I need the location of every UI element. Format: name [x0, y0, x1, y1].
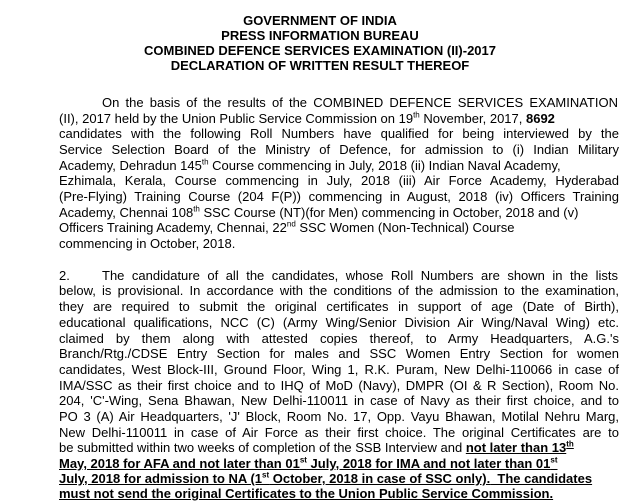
- para1-line: commencing in October, 2018.: [59, 236, 236, 251]
- para1-line: On the basis of the results of the COMBINED DEFENCE SERVICES EXAMINATION: [102, 95, 618, 110]
- para1-line: (II), 2017 held by the Union Public Service Commission on 19th November, 2017, 8692: [59, 110, 555, 126]
- para2-line: IMA/SSC as their first choice and to IHQ of MoD (Navy), DMPR (OI & R Section), Room No.: [59, 378, 619, 393]
- para1-line: Ezhimala, Kerala, Course commencing in July, 2018 (iii) Air Force Academy, Hyderabad: [59, 173, 619, 188]
- para2-line: PO 3 (A) Air Headquarters, 'J' Block, Room No. 17, Opp. Vayu Bhawan, Motilal Nehru Marg,: [59, 409, 619, 424]
- para2-line: 204, 'C'-Wing, Sena Bhawan, New Delhi-110011 in case of Navy as their first choice, and to: [59, 393, 619, 408]
- header-exam: COMBINED DEFENCE SERVICES EXAMINATION (II)-2017: [143, 43, 496, 58]
- para2-line: be submitted within two weeks of completion of the SSB Interview and not later than 13th: [59, 439, 574, 455]
- para1-line: Officers Training Academy, Chennai, 22nd SSC Women (Non-Technical) Course: [59, 219, 515, 235]
- para2-line: educational qualifications, NCC (C) (Army Wing/Senior Division Air Wing/Naval Wing) etc.: [59, 315, 619, 330]
- para2-line: they are required to submit the original certificates in support of age (Date of Birth),: [59, 299, 619, 314]
- para2-line: below, is provisional. In accordance with the conditions of the admission to the examination,: [59, 283, 619, 298]
- para2-line: The candidature of all the candidates, whose Roll Numbers are shown in the lists: [102, 268, 618, 283]
- para1-line: Academy, Dehradun 145th Course commencing in July, 2018 (ii) Indian Naval Academy,: [59, 157, 561, 173]
- para2-line: Branch/Rtg./CDSE Entry Section for males and SSC Women Entry Section for women: [59, 346, 619, 361]
- para1-line: Academy, Chennai 108th SSC Course (NT)(for Men) commencing in October, 2018 and (v): [59, 204, 579, 220]
- para2-number: 2.: [59, 268, 70, 283]
- header-bureau: PRESS INFORMATION BUREAU: [221, 28, 419, 43]
- deadline-line: July, 2018 for admission to NA (1st October, 2018 in case of SSC only). The candidates: [59, 470, 593, 486]
- para2-line: candidates, West Block-III, Ground Floor, Wing 1, R.K. Puram, New Delhi-110066 in case of: [59, 362, 619, 377]
- para2-line: New Delhi-110011 in case of Air Force as their first choice. The original Certificates are to: [59, 425, 619, 440]
- para2-line: claimed by them along with attested copies thereof, to Army Headquarters, A.G.'s: [59, 331, 619, 346]
- header-government: GOVERNMENT OF INDIA: [243, 13, 397, 28]
- para1-line: (Pre-Flying) Training Course (204 F(P)) commencing in August, 2018 (iv) Officers Training: [59, 189, 619, 204]
- instruction-line: must not send the original Certificates to the Union Public Service Commission.: [59, 486, 554, 501]
- para1-line: candidates with the following Roll Numbers have qualified for being interviewed by the: [59, 126, 619, 141]
- deadline-line: May, 2018 for AFA and not later than 01st July, 2018 for IMA and not later than 01st: [59, 455, 558, 471]
- deadline-text: not later than 13: [465, 440, 567, 455]
- header-declaration: DECLARATION OF WRITTEN RESULT THEREOF: [170, 58, 470, 73]
- para1-line: Service Selection Board of the Ministry of Defence, for admission to (i) Indian Military: [59, 142, 619, 157]
